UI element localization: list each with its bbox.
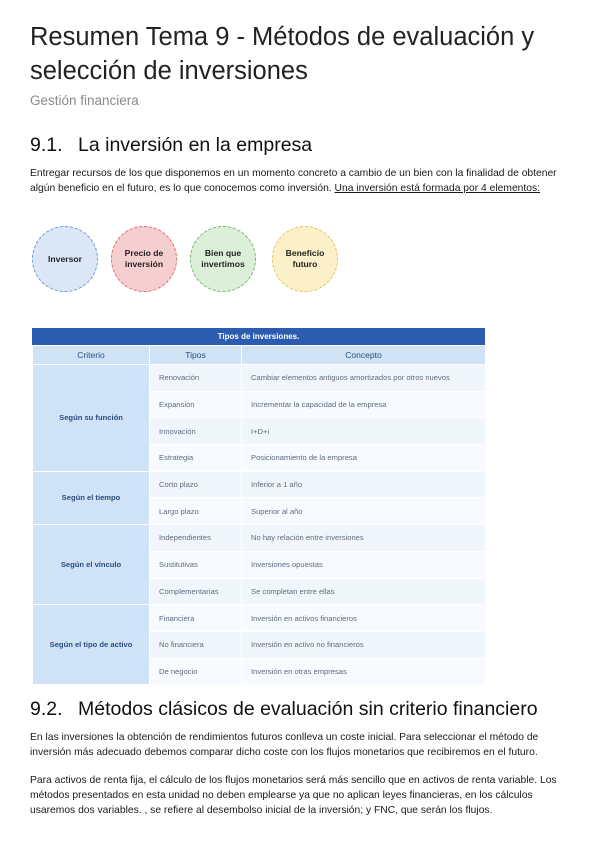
column-header-tipos: Tipos bbox=[150, 346, 242, 365]
type-cell: Sustitutivas bbox=[150, 551, 242, 578]
criterion-cell: Según el tiempo bbox=[33, 471, 150, 524]
section-2-paragraph-2: Para activos de renta fija, el cálculo de los flujos monetarios será más sencillo que en activos de renta variable. Los métodos presentados en esta unidad no deben emplearse ya que no aplican leyes financieras, en los cálculos usaremos dos variables. , se refiere al desembolso inicial de la inversión; y FNC, que serán los flujos. bbox=[30, 775, 557, 816]
table-caption: Tipos de inversiones. bbox=[32, 328, 485, 345]
type-cell: Financiera bbox=[150, 605, 242, 632]
concept-cell: Posicionamiento de la empresa bbox=[242, 445, 486, 472]
criterion-cell: Según su función bbox=[33, 365, 150, 472]
element-label: Precio de inversión bbox=[124, 248, 164, 269]
type-cell: No financiera bbox=[150, 631, 242, 658]
column-header-concepto: Concepto bbox=[242, 346, 486, 365]
type-cell: Largo plazo bbox=[150, 498, 242, 525]
concept-cell: Inversión en activo no financieros bbox=[242, 631, 486, 658]
table bbox=[32, 345, 486, 685]
document-title: Resumen Tema 9 - Métodos de evaluación y selección de inversiones bbox=[30, 23, 535, 85]
type-cell: Corto plazo bbox=[150, 471, 242, 498]
type-cell: Estrategia bbox=[150, 445, 242, 472]
table-row bbox=[33, 525, 486, 552]
document-subtitle: Gestión financiera bbox=[30, 93, 139, 108]
table-header-row bbox=[33, 346, 486, 365]
criterion-cell: Según el vínculo bbox=[33, 525, 150, 605]
element-circle-inversor bbox=[32, 226, 98, 292]
concept-cell: Inversiones opuestas bbox=[242, 551, 486, 578]
element-circle-bien bbox=[190, 226, 256, 292]
concept-cell: I+D+i bbox=[242, 418, 486, 445]
paragraph-text: Entregar recursos de los que disponemos en un momento concreto a cambio de un bien con la finalidad de obtener algún beneficio en el futuro, es lo que conocemos como inversión. bbox=[30, 168, 557, 194]
paragraph-underlined-text: Una inversión está formada por 4 elementos: bbox=[334, 183, 541, 194]
section-heading-9-2 bbox=[30, 698, 538, 721]
table-row bbox=[33, 605, 486, 632]
criterion-cell: Según el tipo de activo bbox=[33, 605, 150, 685]
element-circle-beneficio bbox=[272, 226, 338, 292]
element-circle-precio bbox=[111, 226, 177, 292]
type-cell: De negocio bbox=[150, 658, 242, 685]
concept-cell: No hay relación entre inversiones bbox=[242, 525, 486, 552]
section-title: La inversión en la empresa bbox=[78, 134, 313, 156]
type-cell: Renovación bbox=[150, 365, 242, 392]
concept-cell: Superior al año bbox=[242, 498, 486, 525]
table-body bbox=[33, 365, 486, 685]
section-2-paragraph-1: En las inversiones la obtención de rendimientos futuros conlleva un coste inicial. Para seleccionar el método de inversión más adecuado debemos comparar dicho coste con los flujos monetarios que recibiremos en el futuro. bbox=[30, 732, 539, 758]
type-cell: Complementarias bbox=[150, 578, 242, 605]
concept-cell: Inferior a 1 año bbox=[242, 471, 486, 498]
column-header-criterio: Criterio bbox=[33, 346, 150, 365]
table-row bbox=[33, 471, 486, 498]
investment-types-table bbox=[32, 328, 485, 685]
section-title: Métodos clásicos de evaluación sin criterio financiero bbox=[78, 698, 538, 720]
type-cell: Independientes bbox=[150, 525, 242, 552]
type-cell: Innovación bbox=[150, 418, 242, 445]
concept-cell: Incrementar la capacidad de la empresa bbox=[242, 391, 486, 418]
table-row bbox=[33, 365, 486, 392]
concept-cell: Se completan entre ellas bbox=[242, 578, 486, 605]
section-1-paragraph bbox=[30, 166, 573, 196]
concept-cell: Inversión en otras empresas bbox=[242, 658, 486, 685]
type-cell: Expansión bbox=[150, 391, 242, 418]
element-label: Bien que invertimos bbox=[201, 248, 245, 269]
concept-cell: Cambiar elementos antiguos amortizados por otros nuevos bbox=[242, 365, 486, 392]
section-number: 9.2. bbox=[30, 698, 63, 720]
section-number: 9.1. bbox=[30, 134, 63, 156]
element-label: Beneficio futuro bbox=[285, 248, 325, 269]
section-heading-9-1 bbox=[30, 134, 312, 157]
element-label: Inversor bbox=[48, 253, 82, 264]
concept-cell: Inversión en activos financieros bbox=[242, 605, 486, 632]
